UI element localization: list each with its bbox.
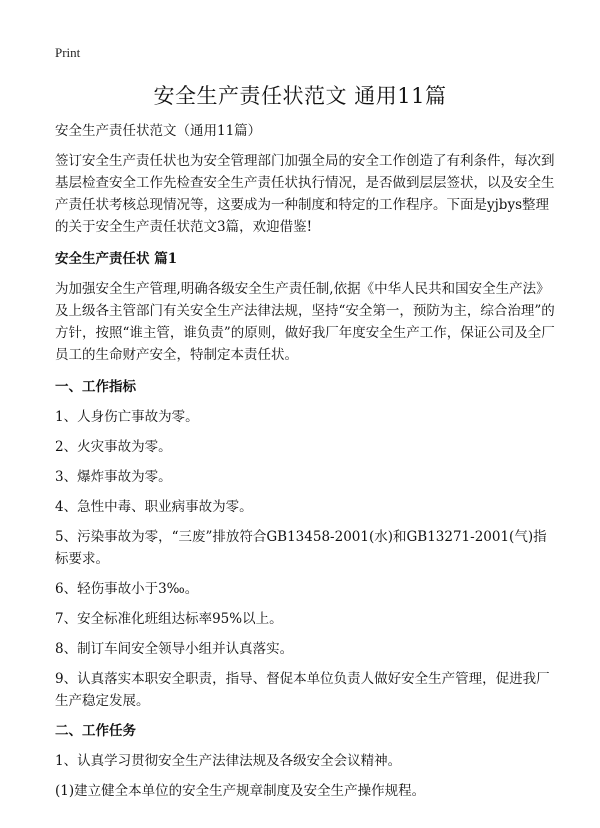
document-body: [55, 120, 555, 810]
page-title: 安全生产责任状范文 通用11篇: [153, 84, 447, 108]
print-label: Print: [55, 45, 81, 60]
tasks-heading: 二、工作任务: [55, 723, 136, 739]
goal-item: 6、轻伤事故小于3‰。: [55, 581, 199, 597]
section-paragraph: 为加强安全生产管理,明确各级安全生产责任制,依据《中华人民共和国安全生产法》及上级各主管部门有关安全生产法律法规，坚持“安全第一，预防为主，综合治理”的方针，按照“谁主管，谁负责”的原则，做好我厂年度安全生产工作，保证公司及全厂员工的生命财产安全，特制定本责任状。: [55, 281, 555, 363]
goals-heading: 一、工作指标: [55, 379, 136, 395]
document-subtitle: 安全生产责任状范文（通用11篇）: [55, 123, 262, 139]
section-heading: 安全生产责任状 篇1: [55, 251, 178, 267]
goal-item: 8、制订车间安全领导小组并认真落实。: [55, 641, 294, 657]
intro-paragraph: 签订安全生产责任状也为安全管理部门加强全局的安全工作创造了有利条件，每次到基层检查安全工作先检查安全生产责任状执行情况，是否做到层层签状，以及安全生产责任状考核总现情况等，这要成为一种制度和特定的工作程序。下面是yjbys整理的关于安全生产责任状范文3篇，欢迎借鉴!: [55, 153, 555, 235]
goal-item: 9、认真落实本职安全职责，指导、督促本单位负责人做好安全生产管理，促进我厂生产稳定发展。: [55, 671, 550, 709]
task-item: 1、认真学习贯彻安全生产法律法规及各级安全会议精神。: [55, 753, 402, 769]
goal-item: 1、人身伤亡事故为零。: [55, 409, 199, 425]
goal-item: 5、污染事故为零，“三废”排放符合GB13458-2001(水)和GB13271-2001(气)指标要求。: [55, 529, 547, 567]
goal-item: 2、火灾事故为零。: [55, 439, 172, 455]
goal-item: 7、安全标准化班组达标率95%以上。: [55, 611, 283, 627]
goal-item: 3、爆炸事故为零。: [55, 469, 172, 485]
task-item: (1)建立健全本单位的安全生产规章制度及安全生产操作规程。: [55, 783, 426, 799]
goal-item: 4、急性中毒、职业病事故为零。: [55, 499, 253, 515]
